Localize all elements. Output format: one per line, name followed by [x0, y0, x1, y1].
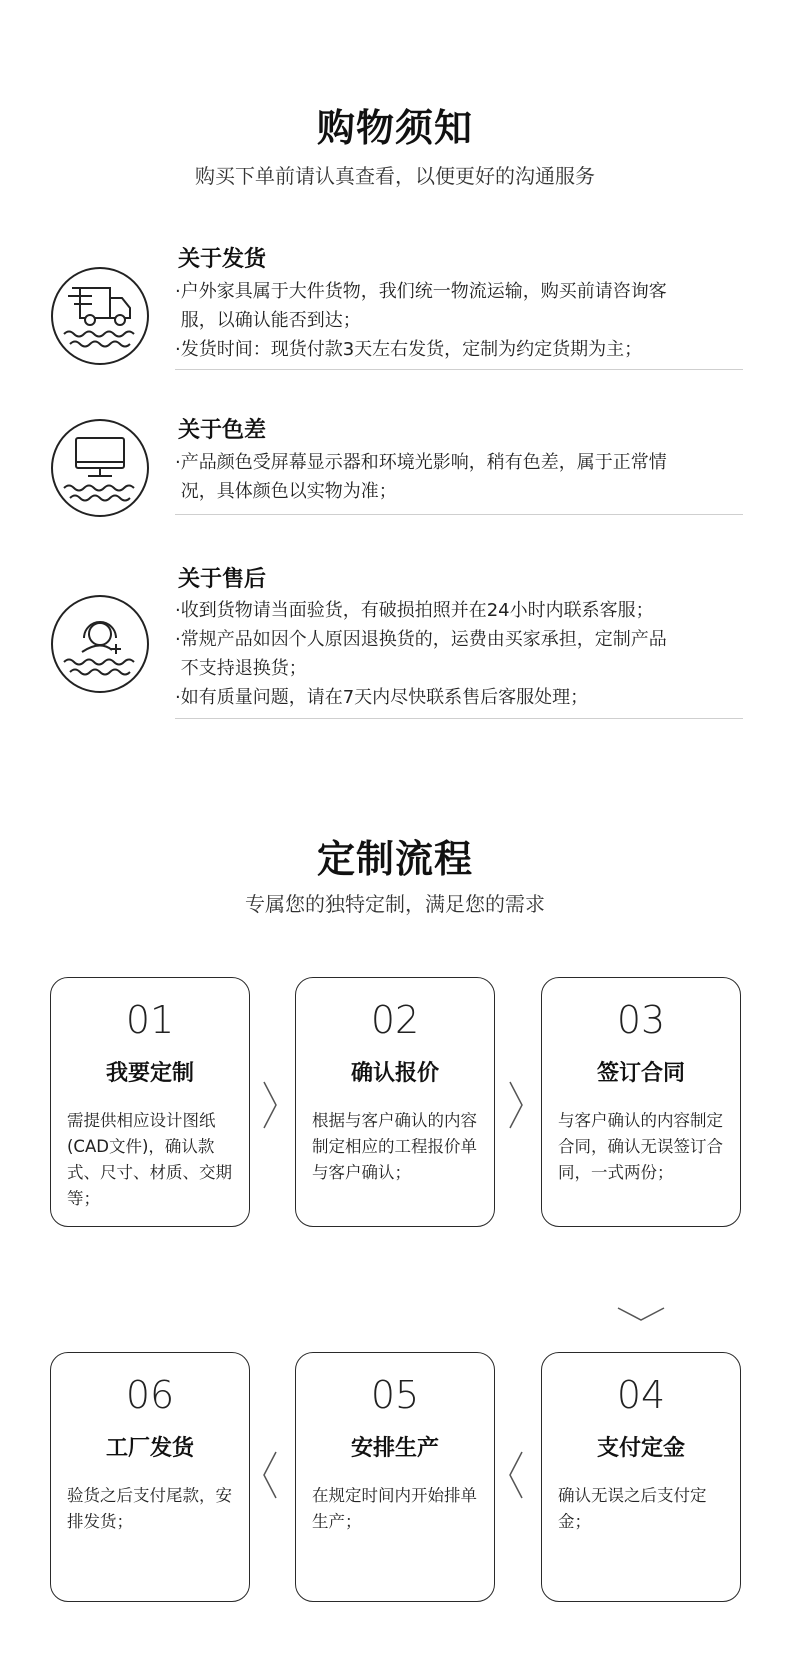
step-description: 与客户确认的内容制定合同，确认无误签订合同，一式两份； — [558, 1111, 723, 1182]
shopping-notice-title: 购物须知 — [316, 106, 473, 150]
custom-process-title: 定制流程 — [316, 837, 473, 881]
notice-line: ·如有质量问题，请在7天内尽快联系售后客服处理； — [175, 687, 589, 708]
step-description: 在规定时间内开始排单生产； — [312, 1486, 477, 1531]
chevron-right-icon — [508, 1080, 524, 1130]
notice-line: 不支持退换货； — [175, 658, 307, 679]
chevron-left-icon — [262, 1450, 278, 1500]
step-number: 02 — [370, 998, 420, 1042]
step-description: 需提供相应设计图纸(CAD文件)，确认款式、尺寸、材质、交期等； — [67, 1111, 232, 1208]
notice-body-shipping — [175, 277, 743, 364]
step-description: 验货之后支付尾款，安排发货； — [67, 1486, 232, 1531]
customer-service-icon — [50, 594, 150, 694]
divider — [175, 369, 743, 370]
step-title: 签订合同 — [596, 1061, 685, 1086]
step-number: 01 — [125, 998, 175, 1042]
notice-line: ·收到货物请当面验货，有破损拍照并在24小时内联系客服； — [175, 600, 654, 621]
process-step-card-01 — [50, 977, 250, 1227]
notice-line: ·产品颜色受屏幕显示器和环境光影响，稍有色差，属于正常情 — [175, 452, 667, 473]
process-step-card-02 — [295, 977, 495, 1227]
step-number: 04 — [616, 1373, 666, 1417]
notice-line: ·常规产品如因个人原因退换货的，运费由买家承担，定制产品 — [175, 629, 667, 650]
process-step-card-05 — [295, 1352, 495, 1602]
step-title: 支付定金 — [596, 1436, 685, 1461]
step-title: 安排生产 — [350, 1436, 439, 1461]
step-number: 05 — [370, 1373, 420, 1417]
notice-title-color: 关于色差 — [178, 418, 267, 443]
step-title: 我要定制 — [105, 1061, 194, 1086]
shopping-notice-subtitle: 购买下单前请认真查看，以便更好的沟通服务 — [195, 164, 595, 188]
step-title: 工厂发货 — [105, 1436, 194, 1461]
notice-title-shipping: 关于发货 — [178, 247, 267, 272]
notice-line: 况，具体颜色以实物为准； — [175, 481, 397, 502]
notice-body-color — [175, 448, 743, 506]
notice-title-aftersales: 关于售后 — [178, 567, 267, 592]
monitor-icon — [50, 418, 150, 518]
chevron-down-icon — [616, 1306, 666, 1322]
divider — [175, 718, 743, 719]
process-step-card-06 — [50, 1352, 250, 1602]
delivery-truck-icon — [50, 266, 150, 366]
chevron-right-icon — [262, 1080, 278, 1130]
notice-line: ·户外家具属于大件货物，我们统一物流运输，购买前请咨询客 — [175, 281, 667, 302]
notice-line: ·发货时间：现货付款3天左右发货，定制为约定货期为主； — [175, 339, 643, 360]
step-number: 06 — [125, 1373, 175, 1417]
custom-process-subtitle: 专属您的独特定制，满足您的需求 — [245, 892, 545, 916]
step-description: 确认无误之后支付定金； — [558, 1486, 707, 1531]
chevron-left-icon — [508, 1450, 524, 1500]
notice-body-aftersales — [175, 596, 743, 712]
process-step-card-04 — [541, 1352, 741, 1602]
notice-line: 服，以确认能否到达； — [175, 310, 361, 331]
process-step-card-03 — [541, 977, 741, 1227]
step-description: 根据与客户确认的内容制定相应的工程报价单与客户确认； — [312, 1111, 477, 1182]
step-title: 确认报价 — [350, 1061, 439, 1086]
step-number: 03 — [616, 998, 666, 1042]
divider — [175, 514, 743, 515]
